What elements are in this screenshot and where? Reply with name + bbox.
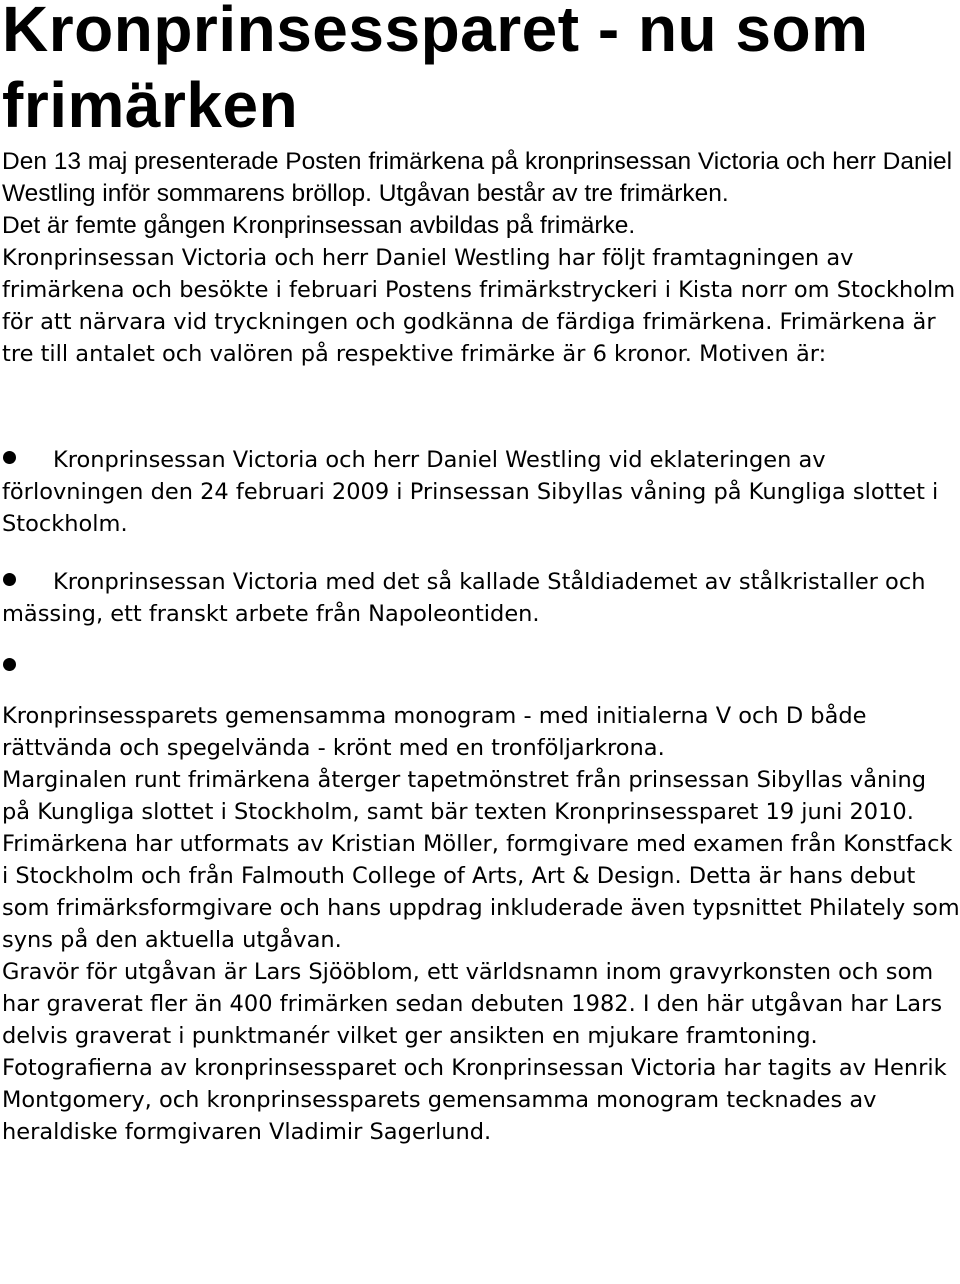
spacer [2, 370, 960, 444]
body-paragraph: Frimärkena har utformats av Kristian Möller, formgivare med examen från Konstfack i Stockholm och från Falmouth College of Arts, Art & Design. Detta är hans debut som frimärksformgivare och hans uppdrag inkluderade även typsnittet Philately som syns på den aktuella utgåvan. [2, 831, 960, 953]
bullet-icon [3, 451, 16, 464]
list-item-text: Kronprinsessan Victoria och herr Daniel Westling vid eklateringen av förlovningen den 24 februari 2009 i Prinsessan Sibyllas våning på Kungliga slottet i Stockholm. [2, 447, 939, 537]
body-paragraph: Fotografierna av kronprinsessparet och Kronprinsessan Victoria har tagits av Henrik Montgomery, och kronprinsessparets gemensamma monogram tecknades av heraldiske formgivaren Vladimir Sagerlund. [2, 1055, 947, 1145]
intro-block [2, 146, 960, 242]
document-title: Kronprinsessparet - nu som frimärken [2, 0, 869, 141]
list-item [2, 444, 960, 540]
intro-paragraph-1: Den 13 maj presenterade Posten frimärkena på kronprinsessan Victoria och herr Daniel Westling inför sommarens bröllop. Utgåvan består av tre frimärken. [2, 148, 953, 207]
body-paragraph: Kronprinsessparets gemensamma monogram - med initialerna V och D både rättvända och spegelvända - krönt med en tronföljarkrona. [2, 703, 867, 761]
list-item [2, 630, 960, 670]
list-item [2, 566, 960, 630]
bullet-icon [3, 658, 16, 671]
body-text [2, 700, 960, 1148]
bullet-icon [3, 573, 16, 586]
body-paragraph: Marginalen runt frimärkena återger tapetmönstret från prinsessan Sibyllas våning på Kungliga slottet i Stockholm, samt bär texten Kronprinsessparet 19 juni 2010. [2, 767, 927, 825]
intro-paragraph-2: Det är femte gången Kronprinsessan avbildas på frimärke. [2, 212, 636, 239]
main-paragraph: Kronprinsessan Victoria och herr Daniel Westling har följt framtagningen av frimärkena och besökte i februari Postens frimärkstryckeri i Kista norr om Stockholm för att närvara vid tryckningen och godkänna de färdiga frimärkena. Frimärkena är tre till antalet och valören på respektive frimärke är 6 kronor. Motiven är: [2, 245, 956, 367]
body-paragraph: Gravör för utgåvan är Lars Sjööblom, ett världsnamn inom gravyrkonsten och som har graverat fler än 400 frimärken sedan debuten 1982. I den här utgåvan har Lars delvis graverat i punktmanér vilket ger ansikten en mjukare framtoning. [2, 959, 943, 1049]
motif-list [2, 444, 960, 670]
spacer [2, 540, 960, 566]
list-item-text: Kronprinsessan Victoria med det så kallade Ståldiademet av stålkristaller och mässing, ett franskt arbete från Napoleontiden. [2, 569, 926, 627]
